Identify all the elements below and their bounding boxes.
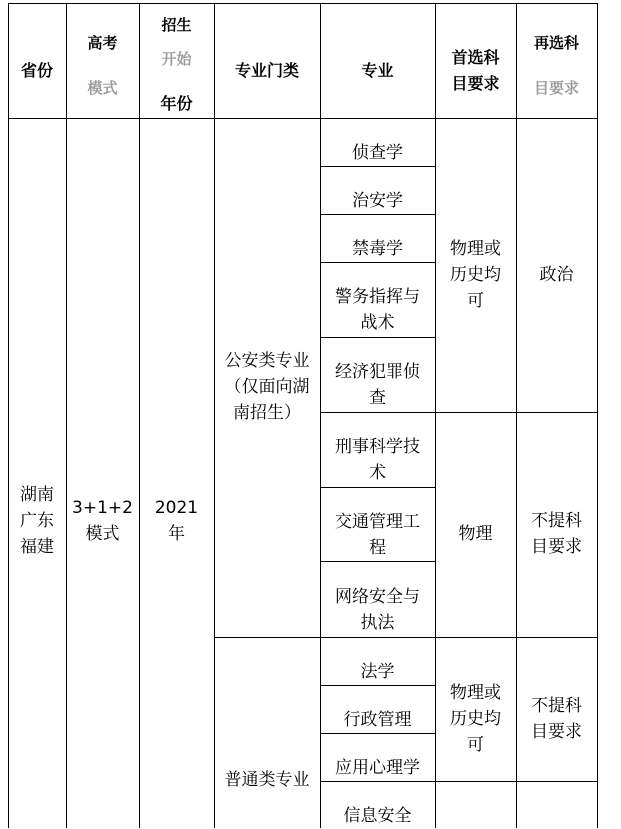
year-line2: 年 — [168, 524, 185, 544]
header-exam-mode-line2: 模式 — [87, 79, 118, 97]
primary-requirement-line3: 可 — [467, 291, 484, 311]
primary-requirement-line1: 物理或 — [450, 239, 501, 259]
primary-requirement-line2: 历史均 — [450, 265, 501, 285]
table-top-border — [8, 3, 598, 4]
col-border-1 — [66, 3, 67, 828]
col-border-0 — [8, 3, 9, 828]
header-province: 省份 — [20, 61, 53, 80]
major-row-border — [320, 733, 436, 734]
major-row-border — [320, 487, 436, 488]
major-row-border — [320, 685, 436, 686]
category-police-line2: （仅面向湖 — [224, 377, 310, 397]
header-start-year-line1: 招生 — [161, 16, 192, 34]
major-cell: 应用心理学 — [335, 758, 420, 778]
category-police-line1: 公安类专业 — [224, 351, 310, 371]
major-cell: 禁毒学 — [352, 239, 403, 259]
primary-requirement-line3: 可 — [467, 735, 484, 755]
elective-requirement: 政治 — [539, 265, 574, 285]
major-cell: 治安学 — [352, 191, 403, 211]
year-line1: 2021 — [154, 498, 199, 518]
header-exam-mode-line1: 高考 — [87, 34, 118, 52]
category-police-line3: 南招生） — [233, 403, 301, 423]
primary-requirement: 物理 — [458, 524, 493, 544]
major-row-border — [320, 337, 436, 338]
province-line2: 广东 — [20, 511, 54, 531]
header-bottom-border — [8, 118, 598, 119]
major-row-border — [320, 262, 436, 263]
major-cell: 法学 — [360, 662, 395, 682]
major-cell: 查 — [369, 388, 386, 408]
col-border-7 — [597, 3, 598, 828]
province-line3: 福建 — [20, 537, 54, 557]
requirement-group-border — [320, 781, 598, 782]
elective-requirement-line1: 不提科 — [531, 696, 582, 716]
col-border-4 — [320, 3, 321, 828]
mode-line2: 模式 — [85, 524, 120, 544]
major-cell: 程 — [369, 538, 386, 558]
header-primary-subject-line1: 首选科 — [451, 48, 500, 67]
col-border-2 — [139, 3, 140, 828]
major-row-border — [320, 561, 436, 562]
header-elective-subject-line1: 再选科 — [533, 34, 579, 52]
major-cell: 网络安全与 — [335, 587, 420, 607]
major-cell: 行政管理 — [343, 710, 412, 730]
major-cell: 信息安全 — [343, 806, 412, 826]
major-row-border — [320, 214, 436, 215]
major-cell: 交通管理工 — [335, 512, 420, 532]
header-primary-subject-line2: 目要求 — [451, 74, 500, 93]
header-start-year-line3: 年份 — [160, 94, 193, 113]
header-start-year-line2: 开始 — [161, 50, 192, 68]
primary-requirement-line2: 历史均 — [450, 709, 501, 729]
elective-requirement-line2: 目要求 — [531, 722, 582, 742]
province-line1: 湖南 — [20, 485, 54, 505]
elective-requirement-line1: 不提科 — [531, 511, 582, 531]
major-row-border — [320, 166, 436, 167]
major-cell: 术 — [369, 463, 386, 483]
mode-line1: 3+1+2 — [72, 498, 133, 518]
category-group-border — [214, 637, 598, 638]
header-elective-subject-line2: 目要求 — [533, 79, 579, 97]
header-major: 专业 — [361, 61, 394, 80]
category-general: 普通类专业 — [224, 770, 310, 790]
major-cell: 经济犯罪侦 — [335, 362, 420, 382]
header-category: 专业门类 — [234, 61, 299, 80]
major-cell: 刑事科学技 — [335, 437, 420, 457]
primary-requirement-line1: 物理或 — [450, 683, 501, 703]
major-cell: 侦查学 — [352, 143, 403, 163]
elective-requirement-line2: 目要求 — [531, 537, 582, 557]
major-cell: 战术 — [360, 313, 395, 333]
major-cell: 执法 — [360, 613, 395, 633]
requirement-group-border — [320, 412, 598, 413]
major-cell: 警务指挥与 — [335, 287, 420, 307]
